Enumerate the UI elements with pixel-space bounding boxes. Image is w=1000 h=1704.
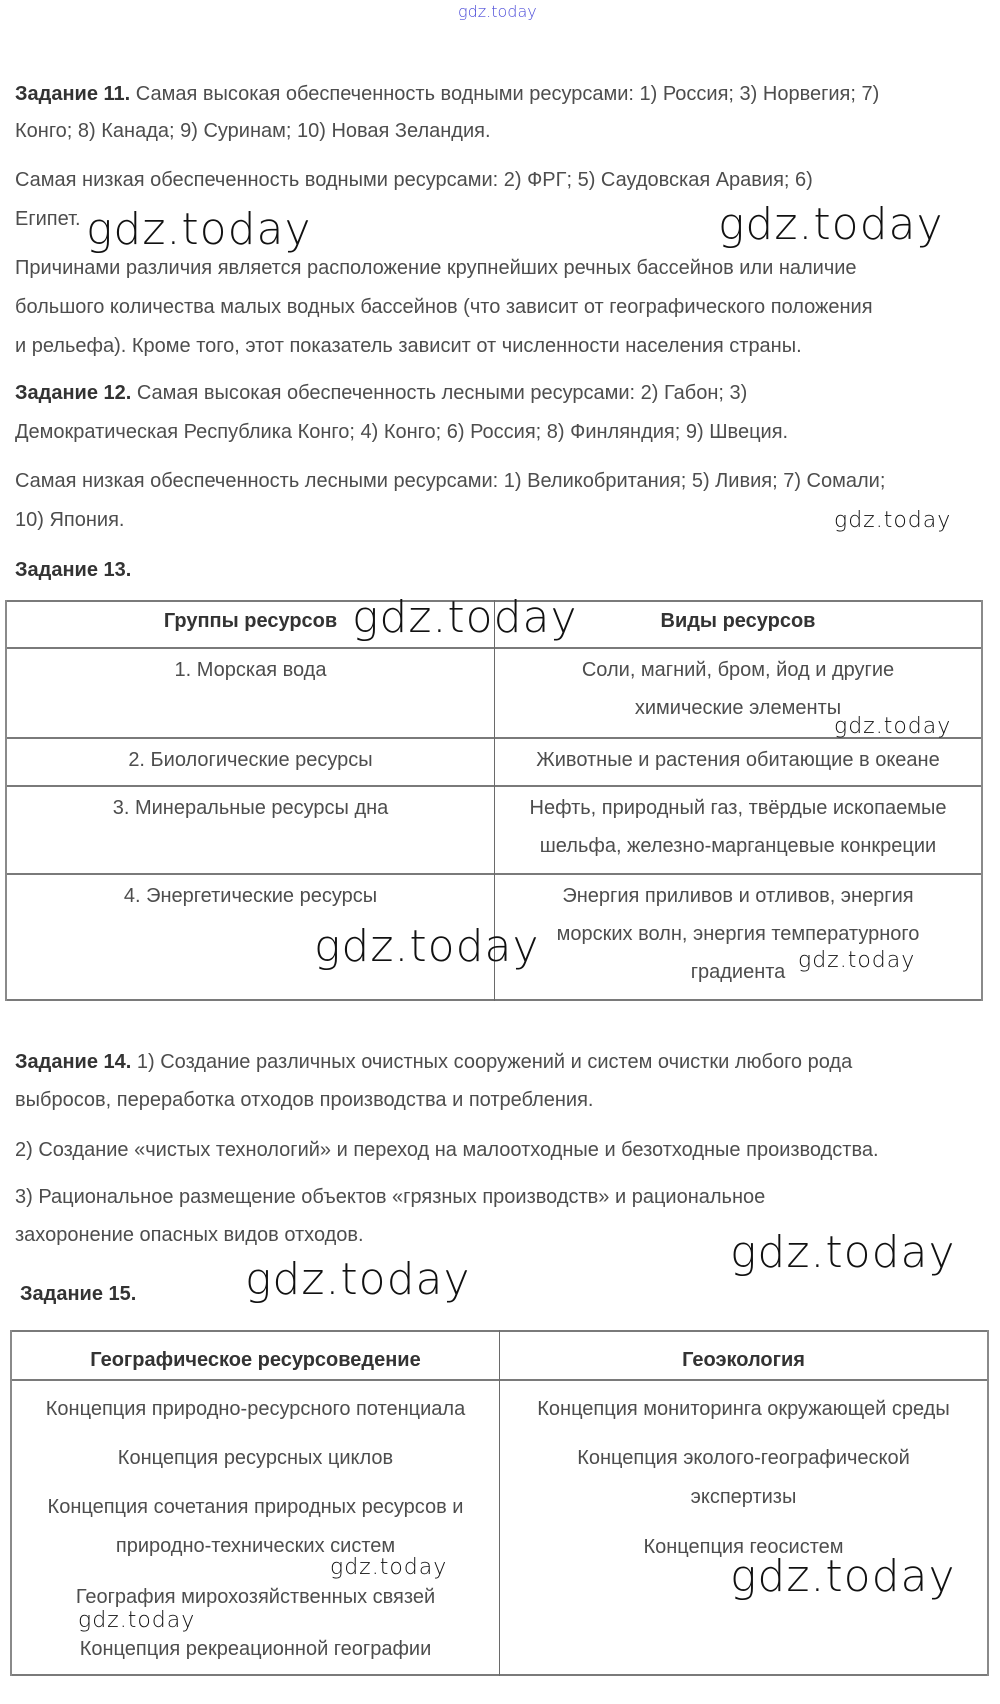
table-cell: 1. Морская вода <box>174 659 327 681</box>
table-cell: Нефть, природный газ, твёрдые ископаемые шельфа, железно-марганцевые конкреции <box>529 797 947 857</box>
task11-low-line2: Египет. <box>15 208 81 230</box>
task11-high-line1 <box>15 82 879 106</box>
task12-high-text: Самая высокая обеспеченность лесными ресурсами: 2) Габон; 3) <box>131 382 748 404</box>
task14-item3-line1: 3) Рациональное размещение объектов «грязных производств» и рациональное <box>15 1186 766 1208</box>
task11-reason-line2: большого количества малых водных бассейнов (что зависит от географического положения <box>15 296 873 318</box>
table-cell: 2. Биологические ресурсы <box>128 749 373 771</box>
task14-item3-line2: захоронение опасных видов отходов. <box>15 1224 364 1246</box>
watermark: gdz.today <box>86 204 312 255</box>
task14-item2: 2) Создание «чистых технологий» и переход на малоотходные и безотходные производства. <box>15 1139 879 1161</box>
task11-reason-line3: и рельефа). Кроме того, этот показатель зависит от численности населения страны. <box>15 335 802 357</box>
table-header-resource-science: Географическое ресурсоведение <box>90 1349 421 1371</box>
list-item: экспертизы <box>690 1486 797 1508</box>
watermark: gdz.today <box>730 1551 956 1602</box>
task11-high-line2: Конго; 8) Канада; 9) Суринам; 10) Новая Зеландия. <box>15 120 491 142</box>
task11-label: Задание 11. <box>15 83 131 105</box>
list-item: География мирохозяйственных связей <box>75 1586 436 1608</box>
watermark: gdz.today <box>798 948 916 973</box>
task14-item1-text: 1) Создание различных очистных сооружений и систем очистки любого рода <box>131 1051 853 1073</box>
watermark: gdz.today <box>730 1227 956 1278</box>
task14-item1-line2: выбросов, переработка отходов производства и потребления. <box>15 1089 594 1111</box>
watermark: gdz.today <box>245 1254 471 1305</box>
task12-high-line2: Демократическая Республика Конго; 4) Конго; 6) Россия; 8) Финляндия; 9) Швеция. <box>15 421 789 443</box>
watermark: gdz.today <box>718 199 944 250</box>
watermark: gdz.today <box>330 1555 448 1580</box>
list-item: Концепция эколого-географической <box>577 1447 910 1469</box>
list-item: Концепция сочетания природных ресурсов и <box>47 1496 464 1518</box>
list-item: Концепция рекреационной географии <box>79 1638 432 1660</box>
task15-label: Задание 15. <box>20 1283 137 1305</box>
table-cell: 4. Энергетические ресурсы <box>123 885 378 907</box>
watermark: gdz.today <box>78 1608 196 1633</box>
task12-label: Задание 12. <box>15 382 132 404</box>
task13-label: Задание 13. <box>15 559 132 581</box>
task12-low-line1: Самая низкая обеспеченность лесными ресурсами: 1) Великобритания; 5) Ливия; 7) Сомали; <box>15 470 886 492</box>
watermark: gdz.today <box>352 592 578 643</box>
table-border-right <box>987 1330 989 1676</box>
table-cell: Энергия приливов и отливов, энергия морских волн, энергия температурного градиента <box>556 885 920 983</box>
list-item: природно-технических систем <box>115 1535 396 1557</box>
watermark: gdz.today <box>834 508 952 533</box>
task11-low-line1: Самая низкая обеспеченность водными ресурсами: 2) ФРГ; 5) Саудовская Аравия; 6) <box>15 169 813 191</box>
task14-label: Задание 14. <box>15 1051 132 1073</box>
task14-item1-line1 <box>15 1050 852 1074</box>
table-cell: Соли, магний, бром, йод и другие химические элементы <box>581 659 895 719</box>
top-watermark: gdz.today <box>458 2 537 21</box>
task12-low-line2: 10) Япония. <box>15 509 125 531</box>
watermark: gdz.today <box>834 714 952 739</box>
table-header-types: Виды ресурсов <box>660 610 816 632</box>
table-border-right <box>981 600 983 1001</box>
list-item: Концепция геосистем <box>643 1536 844 1558</box>
list-item: Концепция мониторинга окружающей среды <box>537 1398 950 1420</box>
table-cell: 3. Минеральные ресурсы дна <box>112 797 389 819</box>
table-header-groups: Группы ресурсов <box>163 610 338 632</box>
task12-high-line1 <box>15 381 747 405</box>
list-item: Концепция ресурсных циклов <box>117 1447 394 1469</box>
task11-reason-line1: Причинами различия является расположение крупнейших речных бассейнов или наличие <box>15 257 857 279</box>
table-header-geoecology: Геоэкология <box>682 1349 805 1371</box>
watermark: gdz.today <box>314 921 540 972</box>
table-cell: Животные и растения обитающие в океане <box>536 749 940 771</box>
list-item: Концепция природно-ресурсного потенциала <box>45 1398 466 1420</box>
task11-high-text: Самая высокая обеспеченность водными ресурсами: 1) Россия; 3) Норвегия; 7) <box>130 83 880 105</box>
